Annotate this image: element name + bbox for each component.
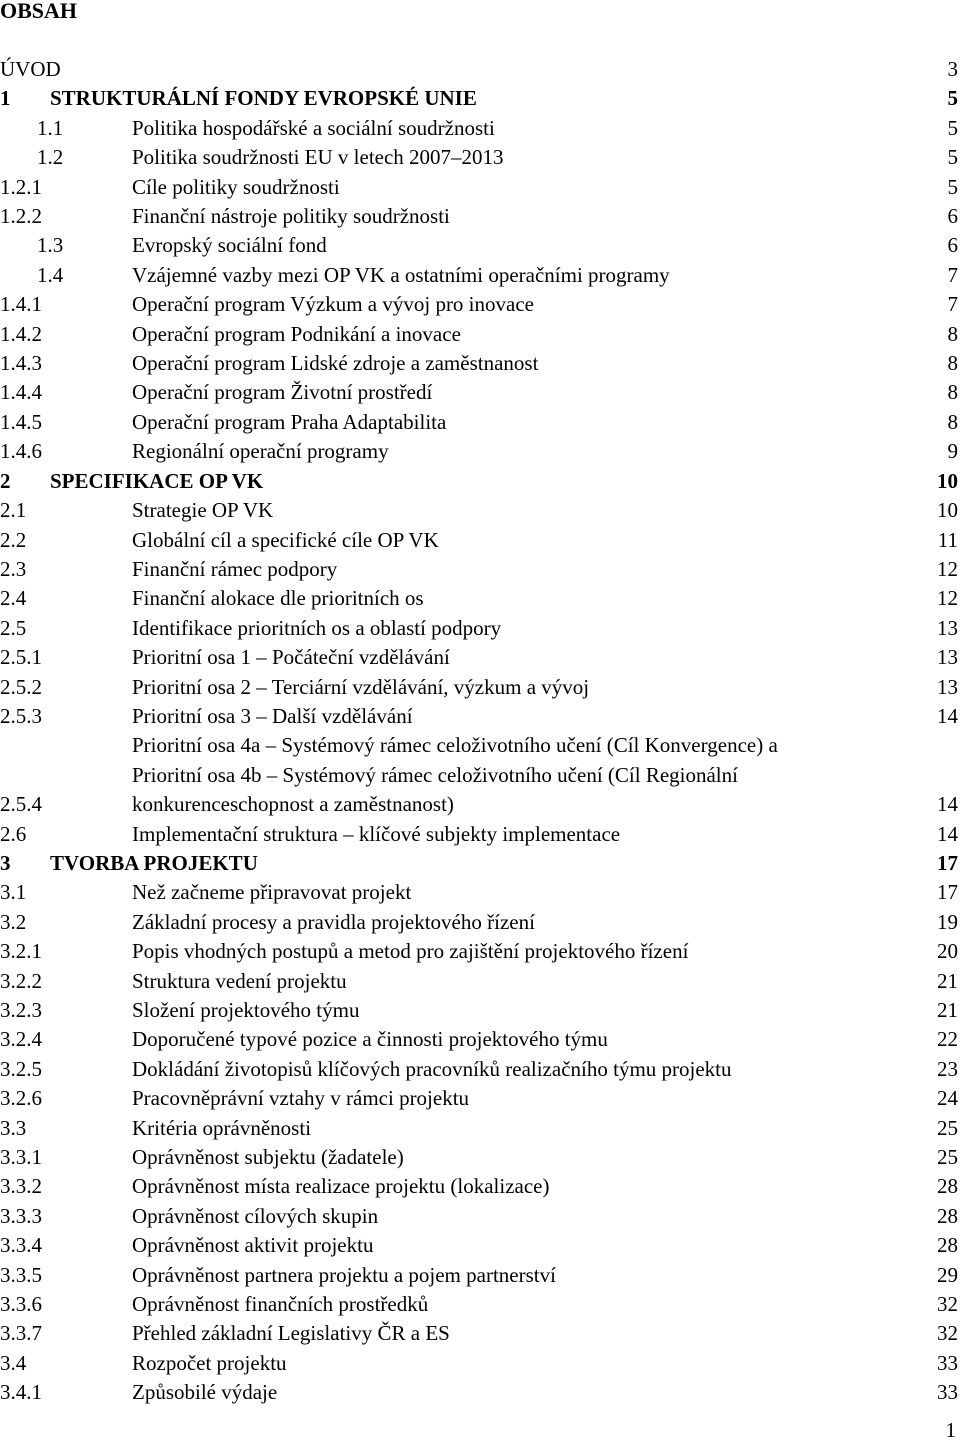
toc-entry-title-line: Oprávněnost subjektu (žadatele) [132, 1145, 404, 1170]
toc-entry-number: 2 [0, 468, 11, 493]
toc-entry-title [132, 673, 918, 702]
toc-entry-title-line: Kritéria oprávněnosti [132, 1115, 312, 1140]
toc-entry-number: 1.2.2 [0, 204, 42, 229]
toc-entry-title [132, 967, 918, 996]
toc-entry[interactable] [0, 937, 960, 966]
toc-entry[interactable] [0, 908, 960, 937]
toc-entry-number: 3.3.7 [0, 1321, 42, 1346]
toc-entry-page: 14 [937, 792, 958, 817]
toc-entry-number: 2.5.4 [0, 792, 42, 817]
toc-entry-title-line: Finanční alokace dle prioritních os [132, 586, 424, 611]
toc-entry-title-line: Doporučené typové pozice a činnosti projektového týmu [132, 1027, 608, 1052]
toc-entry-number: 3.3.2 [0, 1174, 42, 1199]
toc-entry-number: 1.2 [37, 145, 64, 170]
toc-entry[interactable] [0, 202, 960, 231]
toc-entry-title-line: Strategie OP VK [132, 498, 274, 523]
toc-entry-title [132, 143, 918, 172]
toc-entry[interactable] [0, 1319, 960, 1348]
toc-entry-number: 1.4.6 [0, 439, 42, 464]
toc-entry-title-line: Přehled základní Legislativy ČR a ES [132, 1321, 450, 1346]
toc-entry-page: 28 [937, 1174, 958, 1199]
toc-entry[interactable] [0, 1084, 960, 1113]
toc-entry-number: 2.1 [0, 498, 27, 523]
toc-entry-page: 20 [937, 939, 958, 964]
toc-entry-page: 14 [937, 703, 958, 728]
toc-entry-number: 1.2.1 [0, 174, 42, 199]
toc-entry-title [132, 526, 918, 555]
toc-entry[interactable] [0, 496, 960, 525]
toc-entry-title [132, 878, 918, 907]
toc-entry-page: 6 [947, 233, 958, 258]
toc-entry-title-line: Politika hospodářské a sociální soudržnosti [132, 115, 495, 140]
toc-entry[interactable] [0, 1261, 960, 1290]
toc-entry-title [132, 1202, 918, 1231]
toc-entry[interactable] [0, 114, 960, 143]
toc-entry-number: 1.4.4 [0, 380, 42, 405]
toc-entry[interactable] [0, 173, 960, 202]
toc-entry-title [132, 202, 918, 231]
toc-entry-title [132, 1261, 918, 1290]
toc-entry-title [132, 320, 918, 349]
toc-entry-page: 8 [947, 380, 958, 405]
toc-entry-page: 33 [937, 1350, 958, 1375]
toc-entry-title-line: Složení projektového týmu [132, 998, 360, 1022]
toc-entry-title-line: TVORBA PROJEKTU [50, 850, 258, 875]
toc-entry-title [132, 1025, 918, 1054]
toc-entry-title [132, 1349, 918, 1378]
toc-entry-title [132, 1055, 918, 1084]
toc-entry-title-line: Popis vhodných postupů a metod pro zajištění projektového řízení [132, 939, 689, 964]
toc-entry-page: 6 [947, 204, 958, 229]
toc-entry-title-line: Oprávněnost finančních prostředků [132, 1292, 429, 1317]
toc-entry-number: 2.2 [0, 527, 27, 552]
toc-entry[interactable] [0, 878, 960, 907]
toc-entry[interactable] [0, 1172, 960, 1201]
toc-entry-number: 3.2.5 [0, 1056, 42, 1081]
toc-entry-title [132, 702, 918, 731]
toc-entry-title [132, 1172, 918, 1201]
toc-entry-page: 8 [947, 321, 958, 346]
table-of-contents [0, 55, 960, 1408]
toc-entry-page: 8 [947, 409, 958, 434]
toc-entry-title [132, 261, 918, 290]
toc-entry-title-line: Implementační struktura – klíčové subjekty implementace [132, 821, 621, 846]
toc-entry[interactable] [0, 731, 960, 819]
toc-entry-number: 3.3.5 [0, 1262, 42, 1287]
toc-entry-page: 21 [937, 998, 958, 1022]
toc-entry[interactable] [0, 1202, 960, 1231]
toc-entry-number: 3.2 [0, 909, 27, 934]
toc-entry-page: 12 [937, 556, 958, 581]
toc-entry[interactable] [0, 643, 960, 672]
toc-entry-title [132, 378, 918, 407]
toc-entry-title-line: ÚVOD [0, 57, 61, 81]
toc-entry-title-line: Globální cíl a specifické cíle OP VK [132, 527, 439, 552]
toc-entry-number: 2.5.2 [0, 674, 42, 699]
toc-entry-number: 1.4 [37, 262, 64, 287]
toc-entry-title-line: SPECIFIKACE OP VK [50, 468, 264, 493]
toc-entry-number: 3.2.1 [0, 939, 42, 964]
toc-entry-number: 3.3.1 [0, 1145, 42, 1170]
toc-entry[interactable] [0, 849, 960, 878]
toc-entry-number: 3.4 [0, 1350, 27, 1375]
toc-entry[interactable] [0, 1290, 960, 1319]
toc-entry-number: 3.2.3 [0, 998, 42, 1022]
toc-entry[interactable] [0, 996, 960, 1025]
toc-entry-page: 25 [937, 1115, 958, 1140]
toc-entry-page: 14 [937, 821, 958, 846]
toc-entry-page: 19 [937, 909, 958, 934]
toc-entry-title-line: Prioritní osa 4b – Systémový rámec celoživotního učení (Cíl Regionální [132, 762, 738, 787]
toc-entry-title-line: Finanční nástroje politiky soudržnosti [132, 204, 450, 229]
toc-entry-page: 28 [937, 1203, 958, 1228]
toc-entry[interactable] [0, 437, 960, 466]
toc-entry[interactable] [0, 1378, 960, 1407]
toc-entry-page: 24 [937, 1086, 958, 1111]
toc-entry-title [132, 1378, 918, 1407]
toc-entry-number: 2.5 [0, 615, 27, 640]
toc-entry-page: 5 [947, 115, 958, 140]
toc-entry-page: 28 [937, 1233, 958, 1258]
toc-entry-title-line: Evropský sociální fond [132, 233, 327, 258]
toc-entry-title [132, 614, 918, 643]
toc-entry-title-line: Identifikace prioritních os a oblastí podpory [132, 615, 502, 640]
toc-entry[interactable] [0, 1231, 960, 1260]
toc-entry-number: 1.4.2 [0, 321, 42, 346]
toc-entry-title [132, 408, 918, 437]
toc-entry-title-line: Cíle politiky soudržnosti [132, 174, 340, 199]
toc-entry-page: 22 [937, 1027, 958, 1052]
toc-entry-number: 2.6 [0, 821, 27, 846]
toc-entry-number: 2.5.3 [0, 703, 42, 728]
toc-entry-title [0, 55, 918, 84]
page-number: 1 [945, 1418, 956, 1442]
toc-entry-page: 29 [937, 1262, 958, 1287]
toc-entry-page: 3 [947, 57, 958, 81]
toc-entry[interactable] [0, 231, 960, 260]
toc-entry-title-line: Vzájemné vazby mezi OP VK a ostatními operačními programy [132, 262, 670, 287]
toc-entry-title-line: Operační program Životní prostředí [132, 380, 433, 405]
toc-entry-title-line: Pracovněprávní vztahy v rámci projektu [132, 1086, 470, 1111]
toc-entry[interactable] [0, 1349, 960, 1378]
toc-entry-number: 1.1 [37, 115, 64, 140]
toc-entry-page: 25 [937, 1145, 958, 1170]
page-title: OBSAH [0, 0, 78, 23]
toc-entry-title-line: konkurenceschopnost a zaměstnanost) [132, 792, 454, 817]
toc-entry-number: 3.2.2 [0, 968, 42, 993]
toc-entry-title-line: Oprávněnost místa realizace projektu (lokalizace) [132, 1174, 550, 1199]
toc-entry-title [132, 908, 918, 937]
toc-entry[interactable] [0, 408, 960, 437]
toc-entry[interactable] [0, 1143, 960, 1172]
toc-entry-title-line: Prioritní osa 2 – Terciární vzdělávání, výzkum a vývoj [132, 674, 590, 699]
toc-entry[interactable] [0, 349, 960, 378]
toc-entry[interactable] [0, 555, 960, 584]
toc-entry-title [132, 555, 918, 584]
toc-entry-page: 32 [937, 1321, 958, 1346]
toc-entry[interactable] [0, 143, 960, 172]
toc-entry-title-line: Rozpočet projektu [132, 1350, 287, 1375]
toc-entry-page: 21 [937, 968, 958, 993]
toc-entry-number: 1.4.5 [0, 409, 42, 434]
toc-entry-page: 23 [937, 1056, 958, 1081]
toc-entry[interactable] [0, 1025, 960, 1054]
toc-entry-title [50, 467, 918, 496]
toc-entry[interactable] [0, 320, 960, 349]
toc-entry-number: 3.3.4 [0, 1233, 42, 1258]
toc-entry-page: 9 [947, 439, 958, 464]
toc-entry-title [50, 84, 918, 113]
toc-entry-number: 1.4.3 [0, 351, 42, 376]
toc-entry-title-line: Než začneme připravovat projekt [132, 880, 412, 905]
toc-entry-title [132, 1143, 918, 1172]
toc-entry[interactable] [0, 55, 960, 84]
toc-entry-title-line: Prioritní osa 1 – Počáteční vzdělávání [132, 645, 450, 670]
toc-entry-number: 3.4.1 [0, 1380, 42, 1405]
toc-entry-title [132, 820, 918, 849]
toc-entry[interactable] [0, 378, 960, 407]
toc-entry-title-line: Základní procesy a pravidla projektového řízení [132, 909, 535, 934]
toc-entry[interactable] [0, 1114, 960, 1143]
toc-entry-title-line: Operační program Výzkum a vývoj pro inovace [132, 292, 534, 317]
toc-entry-title-line: Operační program Lidské zdroje a zaměstnanost [132, 351, 539, 376]
toc-entry-title [132, 1290, 918, 1319]
toc-entry[interactable] [0, 84, 960, 113]
toc-entry-number: 3.2.6 [0, 1086, 42, 1111]
toc-entry-page: 10 [937, 468, 958, 493]
toc-entry-title-line: Operační program Podnikání a inovace [132, 321, 461, 346]
toc-entry-number: 3.3.6 [0, 1292, 42, 1317]
toc-entry-title [132, 496, 918, 525]
toc-entry-page: 13 [937, 615, 958, 640]
toc-entry-page: 17 [937, 850, 958, 875]
toc-entry[interactable] [0, 820, 960, 849]
toc-entry-page: 13 [937, 645, 958, 670]
toc-entry-title [132, 937, 918, 966]
toc-entry-number: 2.5.1 [0, 645, 42, 670]
toc-entry-page: 33 [937, 1380, 958, 1405]
toc-entry-title [132, 731, 918, 819]
toc-entry-title [132, 349, 918, 378]
toc-entry-title [132, 584, 918, 613]
toc-entry-title [132, 231, 918, 260]
toc-entry-page: 7 [947, 292, 958, 317]
toc-entry[interactable] [0, 967, 960, 996]
toc-entry[interactable] [0, 673, 960, 702]
toc-entry[interactable] [0, 526, 960, 555]
toc-entry-page: 11 [937, 527, 958, 552]
toc-entry-number: 3 [0, 850, 11, 875]
toc-entry-page: 17 [937, 880, 958, 905]
toc-entry[interactable] [0, 702, 960, 731]
toc-entry-title [132, 114, 918, 143]
toc-entry-number: 2.4 [0, 586, 27, 611]
toc-entry-title-line: Způsobilé výdaje [132, 1380, 278, 1405]
toc-entry-page: 5 [947, 174, 958, 199]
toc-entry-title-line: Politika soudržnosti EU v letech 2007–2013 [132, 145, 504, 170]
toc-entry-title-line: Oprávněnost partnera projektu a pojem partnerství [132, 1262, 556, 1287]
toc-entry-title [132, 1319, 918, 1348]
toc-entry[interactable] [0, 614, 960, 643]
toc-entry-title-line: Finanční rámec podpory [132, 556, 338, 581]
toc-entry-number: 1.4.1 [0, 292, 42, 317]
toc-entry-title-line: Dokládání životopisů klíčových pracovníků realizačního týmu projektu [132, 1056, 732, 1081]
toc-entry[interactable] [0, 584, 960, 613]
toc-entry-page: 13 [937, 674, 958, 699]
toc-entry-title-line: Regionální operační programy [132, 439, 389, 464]
toc-entry-page: 8 [947, 351, 958, 376]
toc-entry[interactable] [0, 467, 960, 496]
toc-entry-title [132, 643, 918, 672]
toc-entry-title-line: Oprávněnost aktivit projektu [132, 1233, 374, 1258]
toc-entry-page: 7 [947, 262, 958, 287]
toc-entry-title [132, 996, 918, 1025]
toc-entry-title-line: Prioritní osa 4a – Systémový rámec celoživotního učení (Cíl Konvergence) a [132, 733, 778, 758]
toc-entry-title [132, 173, 918, 202]
toc-entry-title [132, 1114, 918, 1143]
toc-entry-title-line: Oprávněnost cílových skupin [132, 1203, 379, 1228]
toc-entry-number: 1.3 [37, 233, 64, 258]
toc-entry-page: 12 [937, 586, 958, 611]
toc-entry-page: 5 [947, 86, 958, 111]
toc-entry-number: 1 [0, 86, 11, 111]
toc-entry-page: 5 [947, 145, 958, 170]
toc-entry-title [50, 849, 918, 878]
toc-entry-number: 3.1 [0, 880, 27, 905]
toc-entry-title [132, 437, 918, 466]
toc-entry-title-line: Struktura vedení projektu [132, 968, 347, 993]
toc-entry-page: 32 [937, 1292, 958, 1317]
toc-entry[interactable] [0, 290, 960, 319]
toc-entry-title [132, 1231, 918, 1260]
toc-entry-title-line: Operační program Praha Adaptabilita [132, 409, 447, 434]
toc-entry-number: 3.3 [0, 1115, 27, 1140]
toc-entry-title [132, 1084, 918, 1113]
toc-entry-title [132, 290, 918, 319]
toc-entry-number: 3.3.3 [0, 1203, 42, 1228]
toc-entry-title-line: Prioritní osa 3 – Další vzdělávání [132, 703, 413, 728]
toc-entry[interactable] [0, 1055, 960, 1084]
toc-entry[interactable] [0, 261, 960, 290]
toc-entry-title-line: STRUKTURÁLNÍ FONDY EVROPSKÉ UNIE [50, 86, 477, 111]
toc-entry-page: 10 [937, 498, 958, 523]
toc-entry-number: 3.2.4 [0, 1027, 42, 1052]
toc-entry-number: 2.3 [0, 556, 27, 581]
